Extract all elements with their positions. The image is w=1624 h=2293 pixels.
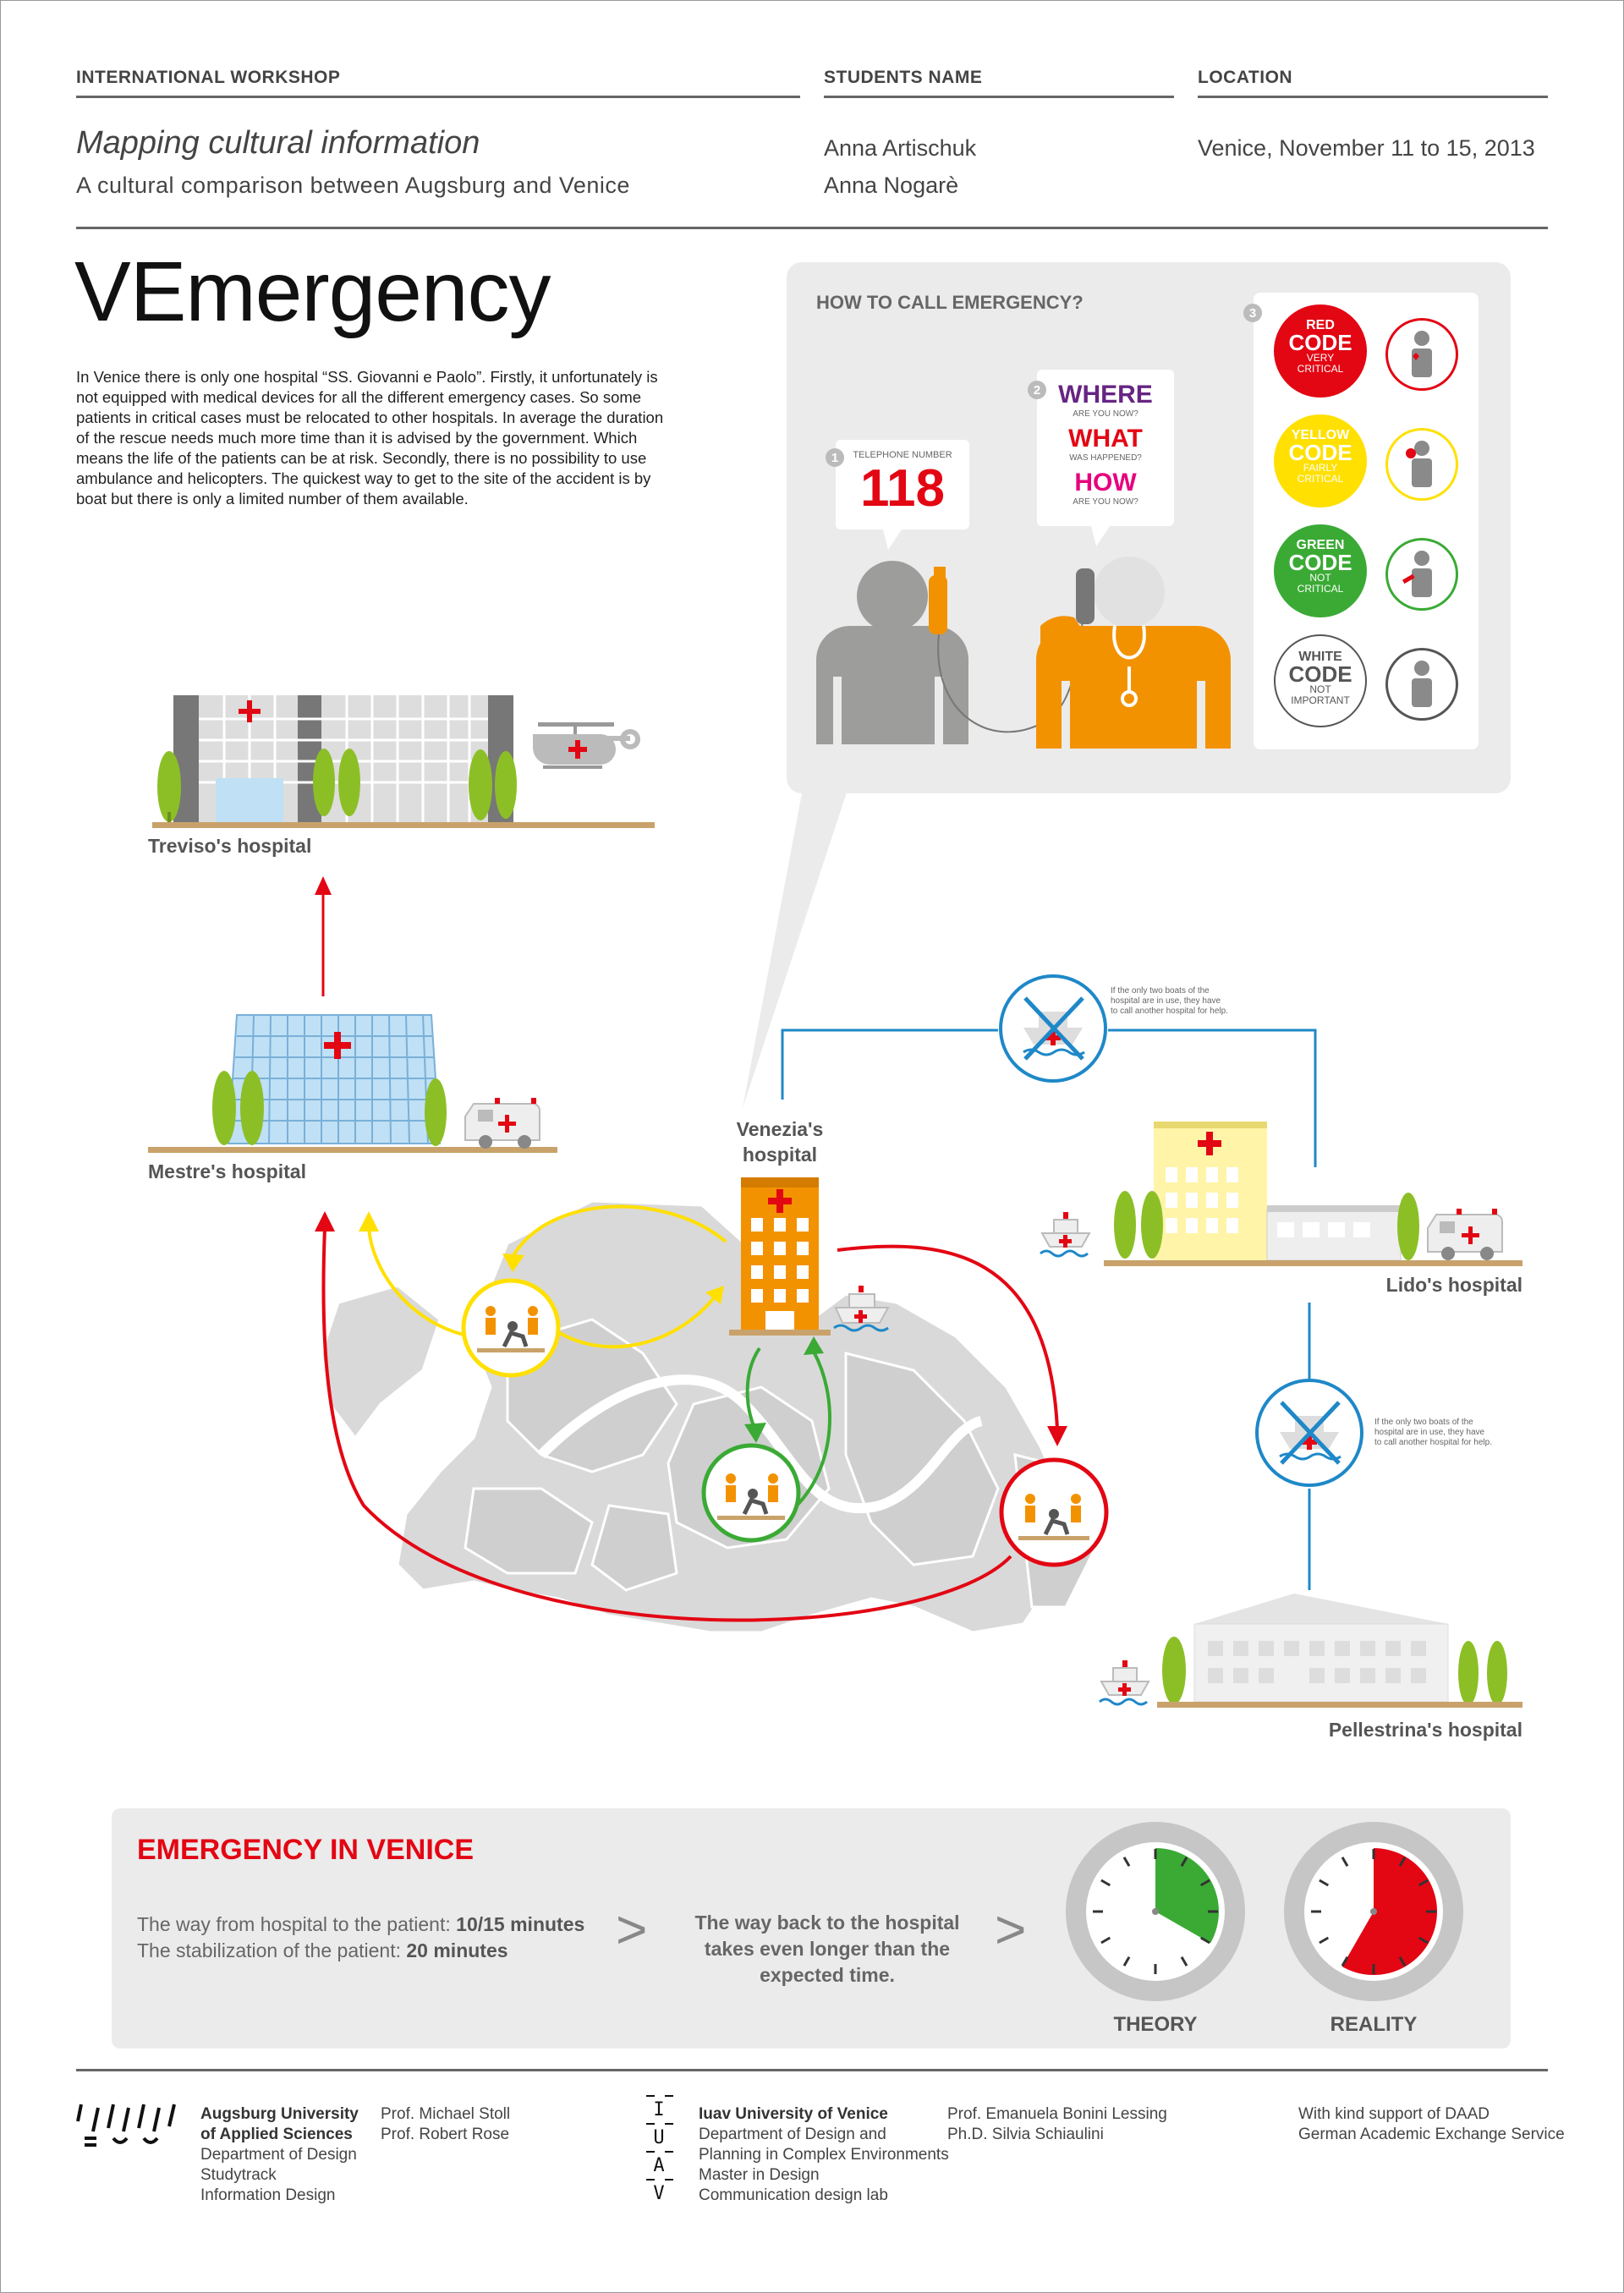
lido-hospital-illustration xyxy=(1040,1122,1522,1266)
location-value: Venice, November 11 to 15, 2013 xyxy=(1198,135,1535,161)
phone-number: 118 xyxy=(859,459,946,518)
stab-label: The stabilization of the patient: xyxy=(137,1939,407,1961)
aug-line2: of Applied Sciences xyxy=(200,2126,353,2143)
howto-title: HOW TO CALL EMERGENCY? xyxy=(816,292,1084,313)
yellow-code-line3: FAIRLY xyxy=(1303,462,1338,474)
stab-value: 20 minutes xyxy=(406,1939,508,1961)
pellestrina-label: Pellestrina's hospital xyxy=(1328,1719,1522,1741)
mestre-label: Mestre's hospital xyxy=(148,1160,306,1182)
students-label: STUDENTS NAME xyxy=(824,68,983,87)
no-boat-icon-1 xyxy=(1001,976,1106,1081)
yellow-code-line2: CODE xyxy=(1288,440,1352,465)
student-name-2: Anna Nogarè xyxy=(824,173,959,198)
iuav-line2: Department of Design and xyxy=(699,2126,886,2143)
iuav-line3: Planning in Complex Environments xyxy=(699,2146,949,2164)
venezia-label-1: Venezia's xyxy=(736,1118,824,1140)
iuav-logo-dashes xyxy=(643,2094,677,2221)
yellow-code-circle xyxy=(1274,414,1367,507)
iuav-logo-a: A xyxy=(653,2155,665,2176)
intro-text: In Venice there is only one hospital “SS. Giovanni e Paolo”. Firstly, it unfortunately is not equipped with medical devices for all the different emergency cases. So some patients in critical cases must be relocated to other hospitals. In average the duration of the rescue needs much more time than it is advised by the government. Which means the life of the patients can be at risk. Secondly, there is no possibility to use ambulance and helicopters. The quickest way to get to the site of the accident is by boat but there is only a limited number of them available. xyxy=(76,368,664,507)
red-arrowhead-1 xyxy=(1047,1426,1067,1446)
aug-line5: Information Design xyxy=(200,2186,336,2204)
iuav-prof-1: Prof. Emanuela Bonini Lessing xyxy=(947,2105,1167,2123)
what-sub: WAS HAPPENED? xyxy=(1069,453,1142,463)
no-boat-icon-2 xyxy=(1257,1380,1362,1485)
augsburg-professors xyxy=(381,2104,510,2145)
greater-than-2: > xyxy=(995,1899,1027,1960)
step-3-number: 3 xyxy=(1248,306,1257,321)
main-title: VEmergency xyxy=(74,244,551,339)
yellow-patient-circle xyxy=(464,1281,558,1375)
greater-than-1: > xyxy=(616,1899,648,1960)
stab-line xyxy=(137,1938,584,1964)
iuav-prof-2: Ph.D. Silvia Schiaulini xyxy=(947,2126,1104,2143)
iuav-university-text xyxy=(699,2104,949,2206)
what-label: WHAT xyxy=(1068,425,1143,453)
way-label: The way from hospital to the patient: xyxy=(137,1913,457,1935)
red-code-line4: CRITICAL xyxy=(1297,363,1344,375)
venezia-label-2: hospital xyxy=(742,1144,818,1166)
red-patient-circle xyxy=(1001,1460,1106,1565)
iuav-line5: Communication design lab xyxy=(699,2186,888,2204)
iuav-logo-u: U xyxy=(653,2127,665,2148)
green-code-line4: CRITICAL xyxy=(1297,583,1344,595)
way-line xyxy=(137,1912,584,1938)
lido-label: Lido's hospital xyxy=(1385,1274,1522,1296)
yellow-arrowhead-3 xyxy=(359,1211,379,1232)
theory-clock xyxy=(1066,1822,1245,2001)
red-code-line1: RED xyxy=(1306,318,1335,332)
iuav-line1: Iuav University of Venice xyxy=(699,2105,888,2123)
augsburg-university-text xyxy=(200,2104,359,2206)
back-text-line1: The way back to the hospital xyxy=(694,1912,960,1934)
workshop-label: INTERNATIONAL WORKSHOP xyxy=(76,68,341,87)
back-text xyxy=(677,1910,978,1989)
summary-title: EMERGENCY IN VENICE xyxy=(137,1834,475,1866)
project-title: Mapping cultural information xyxy=(76,125,480,161)
code-patient-figures xyxy=(1385,318,1462,724)
red-code-circle xyxy=(1274,304,1367,398)
project-subtitle: A cultural comparison between Augsburg and Venice xyxy=(76,173,630,198)
how-sub: ARE YOU NOW? xyxy=(1073,497,1138,507)
phone-label: TELEPHONE NUMBER xyxy=(853,450,952,460)
aug-prof-2: Prof. Robert Rose xyxy=(381,2126,510,2143)
footer-rule xyxy=(76,2069,1548,2071)
white-code-circle xyxy=(1274,634,1367,727)
mestre-to-treviso-arrowhead xyxy=(315,876,332,895)
red-arrowhead-2 xyxy=(315,1211,335,1232)
green-code-circle xyxy=(1274,524,1367,617)
iuav-professors xyxy=(947,2104,1167,2145)
green-code-line3: NOT xyxy=(1309,572,1331,584)
theory-label: THEORY xyxy=(1113,2013,1198,2036)
step-2-number: 2 xyxy=(1033,383,1041,398)
boats-note-1-line3: to call another hospital for help. xyxy=(1111,1007,1228,1016)
reality-clock xyxy=(1284,1822,1463,2001)
how-label: HOW xyxy=(1074,469,1137,496)
green-patient-circle xyxy=(704,1445,798,1540)
yellow-code-line4: CRITICAL xyxy=(1297,473,1344,485)
aug-line4: Studytrack xyxy=(200,2166,277,2184)
summary-times xyxy=(137,1912,584,1964)
boats-note-1-line1: If the only two boats of the xyxy=(1111,986,1210,996)
boats-note-2-line2: hospital are in use, they have xyxy=(1374,1428,1485,1437)
boats-note-2 xyxy=(1374,1418,1492,1448)
boats-note-1 xyxy=(1111,986,1228,1017)
red-code-line2: CODE xyxy=(1288,330,1352,355)
aug-prof-1: Prof. Michael Stoll xyxy=(381,2105,511,2123)
red-code-line3: VERY xyxy=(1306,352,1335,364)
back-text-line2: takes even longer than the xyxy=(704,1938,951,1960)
venezia-hospital-illustration xyxy=(729,1177,888,1336)
support-line2: German Academic Exchange Service xyxy=(1298,2126,1565,2143)
yellow-code-line1: YELLOW xyxy=(1291,428,1350,442)
pellestrina-hospital-illustration xyxy=(1100,1594,1522,1708)
boats-note-2-line1: If the only two boats of the xyxy=(1374,1418,1473,1427)
augsburg-logo xyxy=(76,2101,178,2153)
aug-line3: Department of Design xyxy=(200,2146,357,2164)
support-line1: With kind support of DAAD xyxy=(1298,2105,1490,2123)
aug-line1: Augsburg University xyxy=(200,2105,359,2123)
way-value: 10/15 minutes xyxy=(456,1913,585,1935)
location-label: LOCATION xyxy=(1198,68,1293,87)
iuav-logo-v: V xyxy=(653,2183,665,2204)
step-1-number: 1 xyxy=(831,451,839,465)
white-code-line1: WHITE xyxy=(1298,650,1342,664)
boats-note-2-line3: to call another hospital for help. xyxy=(1374,1438,1492,1447)
treviso-label: Treviso's hospital xyxy=(148,835,312,857)
green-code-line2: CODE xyxy=(1288,550,1352,575)
student-name-1: Anna Artischuk xyxy=(824,135,977,161)
white-code-line2: CODE xyxy=(1288,661,1352,687)
iuav-logo-i: I xyxy=(653,2099,665,2120)
where-label: WHERE xyxy=(1058,381,1153,409)
back-text-line3: expected time. xyxy=(760,1964,895,1986)
where-sub: ARE YOU NOW? xyxy=(1073,409,1138,419)
white-code-line4: IMPORTANT xyxy=(1291,694,1350,706)
daad-support xyxy=(1298,2104,1565,2145)
boats-note-1-line2: hospital are in use, they have xyxy=(1111,996,1221,1006)
iuav-line4: Master in Design xyxy=(699,2166,820,2184)
reality-label: REALITY xyxy=(1330,2013,1418,2036)
mestre-hospital-illustration xyxy=(148,1015,557,1153)
green-code-line1: GREEN xyxy=(1296,538,1345,552)
white-code-line3: NOT xyxy=(1309,683,1331,695)
treviso-hospital-illustration xyxy=(152,695,655,828)
